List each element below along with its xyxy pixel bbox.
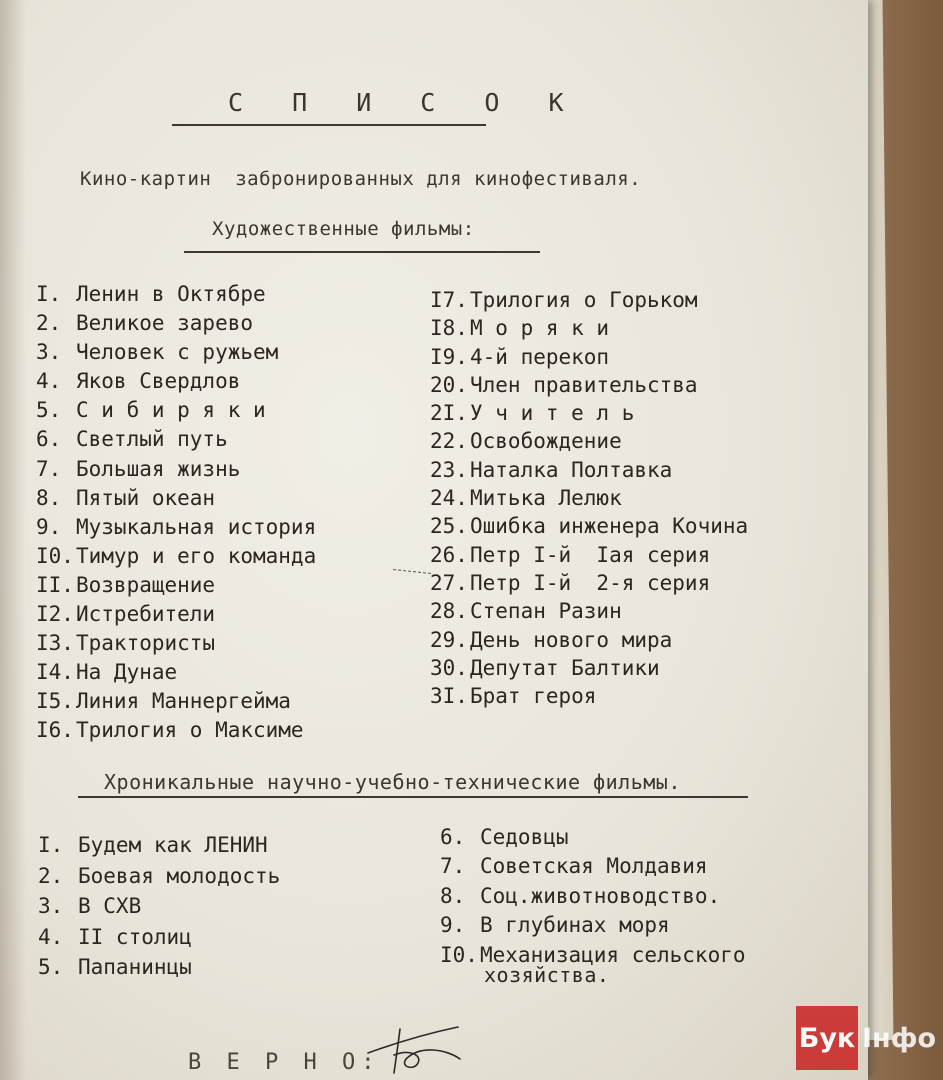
list-item: 24.Митька Лелюк [430,486,622,511]
documentary-films-heading: Хроникальные научно-учебно-технические фильмы. [104,770,681,794]
watermark-text: Інфо [862,1022,937,1054]
list-item: 4. Яков Свердлов [36,369,241,394]
list-item: 2. Великое зарево [36,311,254,336]
list-item: 6. Светлый путь [36,427,228,452]
list-item: I5.Линия Маннергейма [36,689,291,714]
list-item: I6.Трилогия о Максиме [36,718,304,743]
documentary-films-list-left [38,830,280,983]
documentary-films-list-right [440,823,746,970]
list-item: I7.Трилогия о Горьком [430,288,698,312]
list-item: 25.Ошибка инженера Кочина [430,514,749,539]
list-item: 8. Соц.животноводство. [440,883,721,908]
list-item: II.Возвращение [36,572,216,597]
list-item: I8.М о р я к и [430,316,610,341]
list-item: I0.Тимур и его команда [36,543,317,568]
list-item: 2. Боевая молодость [38,863,281,888]
list-item: 27.Петр I-й 2-я серия [430,570,711,595]
document-title: С П И С О К [228,88,581,117]
list-item: 3. В СХВ [38,894,142,919]
list-item: I9.4-й перекоп [430,344,610,369]
list-item: I. Будем как ЛЕНИН [38,833,268,857]
list-item: I4.На Дунае [36,660,178,685]
list-item: 3I.Брат героя [430,684,597,709]
list-item: 29.День нового мира [430,627,673,652]
list-item: I2.Истребители [36,602,216,627]
list-item: 26.Петр I-й Iая серия [430,542,711,567]
list-item: I3.Трактористы [36,631,216,656]
list-item: I0.Механизация сельского [440,942,746,967]
title-underline [172,124,486,126]
list-item: 5. С и б и р я к и [36,398,266,423]
feature-films-list-right [430,286,748,710]
list-item: 30.Депутат Балтики [430,655,660,680]
site-watermark-logo [796,1006,936,1070]
list-item-continuation: хозяйства. [484,963,610,987]
list-item: 4. II столиц [38,924,192,949]
list-item: 20.Член правительства [430,372,698,397]
feature-films-list-left [36,280,316,746]
document-subtitle: Кино-картин забронированных для кинофестиваля. [80,168,642,190]
stray-pencil-mark [393,569,431,575]
feature-films-heading: Художественные фильмы: [212,218,475,240]
list-item: 9. В глубинах моря [440,913,670,938]
list-item: 5. Папанинцы [38,955,192,980]
list-item: 22.Освобождение [430,429,622,454]
handwritten-signature [360,1015,480,1075]
list-item: 9. Музыкальная история [36,514,317,539]
feature-heading-underline [184,251,540,253]
list-item: 28.Степан Разин [430,599,622,624]
list-item: 7. Советская Молдавия [440,854,708,879]
list-item: 23.Наталка Полтавка [430,457,673,482]
list-item: I. Ленин в Октябре [36,282,266,306]
list-item: 3. Человек с ружьем [36,340,279,365]
documentary-heading-underline [78,796,748,798]
watermark-box: Бук [796,1006,858,1070]
list-item: 8. Пятый океан [36,485,216,510]
list-item: 2I.У ч и т е л ь [430,401,635,426]
list-item: 6. Седовцы [440,825,569,849]
certification-footer: В Е Р Н О: [188,1050,381,1075]
list-item: 7. Большая жизнь [36,456,241,481]
